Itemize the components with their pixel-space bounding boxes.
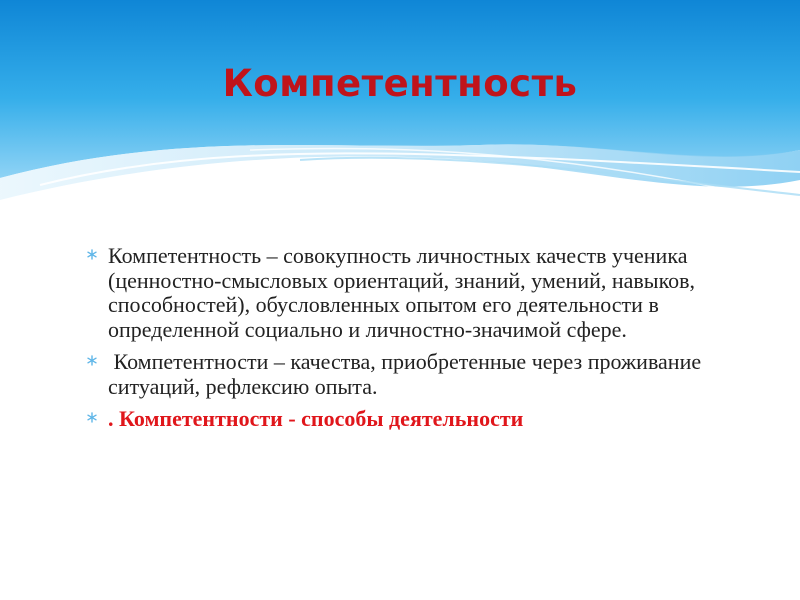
list-item (82, 244, 722, 342)
header-wave-background (0, 0, 800, 230)
bullet-text: Компетентности – качества, приобретенные через проживание ситуаций, рефлексию опыта. (108, 349, 707, 399)
bullet-list (82, 244, 722, 440)
asterisk-icon (84, 244, 100, 264)
bullet-text: Компетентность – совокупность личностных качеств ученика (ценностно-смысловых ориентаций, знаний, умений, навыков, способностей), обусловленных опытом его деятельности в определенной социально и личностно-значимой сфере. (108, 243, 696, 342)
slide-title: Компетентность (222, 62, 578, 105)
list-item (82, 350, 722, 399)
asterisk-icon (84, 407, 100, 427)
list-item-highlight (82, 407, 722, 432)
bullet-text-highlight: . Компетентности - способы деятельности (108, 406, 524, 431)
asterisk-icon (84, 350, 100, 370)
